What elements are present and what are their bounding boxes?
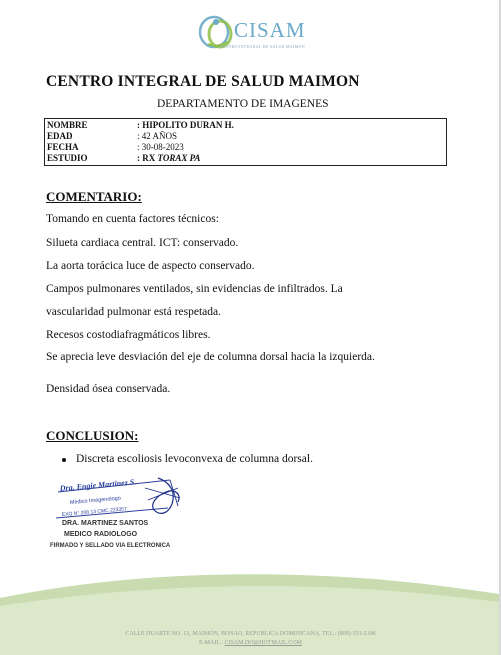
name-value: : HIPOLITO DURAN H.	[137, 120, 234, 130]
study-prefix: : RX	[137, 153, 158, 163]
stamp-name-text: Dra. Engie Martinez S.	[59, 477, 137, 493]
comentario-line: La aorta torácica luce de aspecto conservado.	[46, 260, 255, 272]
comentario-heading: COMENTARIO:	[46, 189, 142, 204]
age-label: EDAD	[47, 131, 73, 141]
date-value: : 30-08-2023	[137, 142, 184, 152]
date-label: FECHA	[47, 142, 79, 152]
footer-email-label: E-MAIL :	[199, 640, 225, 646]
study-label: ESTUDIO	[47, 153, 88, 163]
footer-address: CALLE DUARTE NO. 13, MAIMÓN, BONAO, REPUBLICA DOMINICANA, TEL.: (809)-551-2196	[125, 631, 376, 637]
conclusion-item: Discreta escoliosis levoconvexa de columna dorsal.	[76, 453, 313, 465]
age-value: : 42 AÑOS	[137, 131, 178, 141]
study-value: TORAX PA	[157, 153, 201, 163]
logo-subtitle: CENTRO INTEGRAL DE SALUD MAIMON	[220, 44, 305, 49]
stamp-role-text: Medico Imagenologo	[69, 495, 122, 506]
comentario-line: Recesos costodiafragmáticos libres.	[46, 329, 211, 341]
doctor-role: MEDICO RADIOLOGO	[64, 531, 138, 538]
patient-info-box	[44, 118, 447, 166]
report-title: CENTRO INTEGRAL DE SALUD MAIMON	[46, 73, 360, 90]
doctor-name: DRA. MARTINEZ SANTOS	[62, 520, 149, 527]
comentario-line: Silueta cardiaca central. ICT: conservado.	[46, 237, 239, 249]
footer-email-link[interactable]: CISAM.DO@HOTMAIL.COM	[224, 640, 302, 646]
comentario-line: Campos pulmonares ventilados, sin evidencias de infiltrados. La	[46, 283, 343, 295]
logo-wordmark: CISAM	[234, 18, 306, 42]
stamp-exq-text: EXQ N° 208 13 CMC 223357	[61, 506, 128, 518]
comentario-line: vascularidad pulmonar está respetada.	[46, 306, 221, 318]
comentario-line: Se aprecia leve desviación del eje de columna dorsal hacia la izquierda.	[46, 351, 375, 363]
footer-email-line	[0, 640, 501, 646]
department-title: DEPARTAMENTO DE IMAGENES	[157, 98, 329, 110]
signature-stamp	[50, 474, 190, 522]
signature-note: FIRMADO Y SELLADO VIA ELECTRONICA	[50, 543, 171, 549]
comentario-line: Densidad ósea conservada.	[46, 383, 171, 395]
name-label: NOMBRE	[47, 120, 88, 130]
clinic-logo	[190, 8, 320, 56]
conclusion-heading: CONCLUSION:	[46, 428, 139, 443]
comentario-line: Tomando en cuenta factores técnicos:	[46, 213, 219, 225]
bullet-icon	[62, 458, 66, 462]
